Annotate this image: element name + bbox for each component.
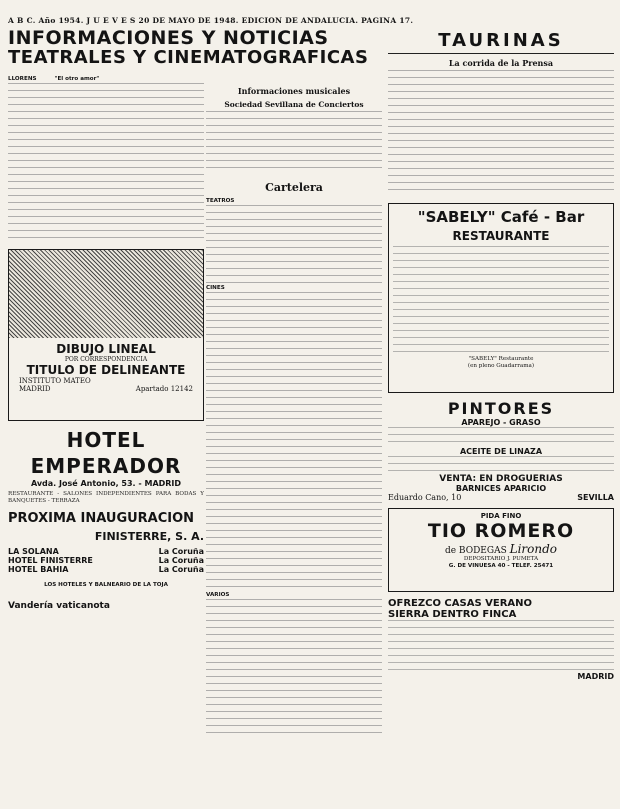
teatros-label: TEATROS xyxy=(206,198,235,204)
dibujo-line5: MADRID xyxy=(19,385,51,393)
section-title-line1: INFORMACIONES Y NOTICIAS xyxy=(8,27,329,49)
pintores-line3: VENTA: EN DROGUERIAS xyxy=(439,474,563,484)
cines-label: CINES xyxy=(206,285,225,291)
article-heading: "El otro amor" xyxy=(54,76,100,82)
pintores-title: PINTORES xyxy=(447,399,555,418)
title-rule xyxy=(388,53,614,54)
proxima-footer: LOS HOTELES Y BALNEARIO DE LA TOJA xyxy=(44,582,168,588)
dibujo-line6: Apartado 12142 xyxy=(135,385,193,393)
sociedad-heading: Sociedad Sevillana de Conciertos xyxy=(224,100,364,109)
tio-brand: Lirondo xyxy=(509,542,558,556)
cartelera-heading: Cartelera xyxy=(265,181,323,194)
hotel-name: HOTEL EMPERADOR xyxy=(30,428,182,478)
article-body-placeholder xyxy=(8,83,204,243)
dibujo-line4: INSTITUTO MATEO xyxy=(19,377,91,385)
drawing-illustration xyxy=(9,250,203,338)
tio-brand-prefix: de BODEGAS xyxy=(444,546,507,556)
cines-placeholder xyxy=(206,292,382,592)
tio-line3: DEPOSITARIO J. PUMETA xyxy=(463,556,539,562)
tio-line4: G. DE VINUESA 40 - TELEF. 25471 xyxy=(448,563,554,569)
pintores-line2: ACEITE DE LINAZA xyxy=(459,447,543,456)
sabely-signature: "SABELY" Restaurante xyxy=(468,356,534,362)
vanderia-ad: Vandería vaticanota xyxy=(8,601,110,611)
proxima-ad xyxy=(8,511,204,589)
hotels-list xyxy=(8,547,204,574)
hotel-row-city: La Coruña xyxy=(158,547,204,556)
corrida-body-placeholder xyxy=(388,70,614,195)
hotel-row-city: La Coruña xyxy=(158,565,204,574)
dibujo-line3: TITULO DE DELINEANTE xyxy=(26,363,186,377)
hotel-row-name: HOTEL BAHIA xyxy=(8,565,69,574)
sabely-note: (en pleno Guadarrama) xyxy=(467,363,535,369)
pintores-ad xyxy=(388,399,614,502)
ofrezco-line1: OFREZCO CASAS VERANO xyxy=(388,598,533,609)
pintores-body-placeholder xyxy=(388,427,614,447)
column-right xyxy=(388,30,614,802)
dibujo-line2: POR CORRESPONDENCIA xyxy=(64,356,148,363)
sabely-title: "SABELY" Café - Bar xyxy=(417,208,585,226)
pintores-line5-right: SEVILLA xyxy=(577,493,614,502)
hotel-services: RESTAURANTE - SALONES INDEPENDIENTES PARA BODAS Y BANQUETES - TERRAZA xyxy=(8,491,204,504)
hotel-address: Avda. José Antonio, 53. - MADRID xyxy=(30,479,182,488)
column-middle xyxy=(206,82,382,802)
teatros-placeholder xyxy=(206,205,382,285)
page-header: A B C. Año 1954. J U E V E S 20 DE MAYO DE 1948. EDICION DE ANDALUCIA. PAGINA 17. xyxy=(8,16,414,25)
varios-label: VARIOS xyxy=(206,592,230,598)
proxima-company: FINISTERRE, S. A. xyxy=(94,530,204,543)
sabely-body-placeholder xyxy=(393,246,609,356)
hotel-row xyxy=(8,547,204,556)
tio-top: PIDA FINO xyxy=(480,512,522,520)
ofrezco-tail: MADRID xyxy=(577,672,614,681)
hotel-row xyxy=(8,565,204,574)
hotel-row-name: HOTEL FINISTERRE xyxy=(8,556,93,565)
pintores-line1: APAREJO - GRASO xyxy=(461,418,541,427)
hotel-row xyxy=(8,556,204,565)
hotel-row-name: LA SOLANA xyxy=(8,547,59,556)
info-musicales-heading: Informaciones musicales xyxy=(237,86,351,96)
pintores-line4: BARNICES APARICIO xyxy=(455,484,547,493)
taurinas-title: TAURINAS xyxy=(438,30,564,51)
ofrezco-line2: SIERRA DENTRO FINCA xyxy=(388,609,517,620)
pintores-body2-placeholder xyxy=(388,456,614,474)
corrida-heading: La corrida de la Prensa xyxy=(448,58,554,68)
ofrezco-ad xyxy=(388,598,614,681)
dibujo-line1: DIBUJO LINEAL xyxy=(56,342,156,356)
column-left xyxy=(8,30,204,802)
ofrezco-body-placeholder xyxy=(388,620,614,672)
section-label: LLORENS xyxy=(8,76,37,82)
section-title-line2: TEATRALES Y CINEMATOGRAFICAS xyxy=(8,47,369,68)
pintores-line5-left: Eduardo Cano, 10 xyxy=(388,493,462,502)
tio-name: TIO ROMERO xyxy=(427,520,575,542)
tio-pepe-ad xyxy=(388,508,614,592)
proxima-title: PROXIMA INAUGURACION xyxy=(8,511,195,526)
sabely-subtitle: RESTAURANTE xyxy=(452,229,550,243)
hotel-row-city: La Coruña xyxy=(158,556,204,565)
sociedad-body-placeholder xyxy=(206,111,382,171)
varios-placeholder xyxy=(206,599,382,739)
hotel-ad xyxy=(8,427,204,505)
sabely-ad xyxy=(388,203,614,393)
dibujo-ad xyxy=(8,249,204,421)
